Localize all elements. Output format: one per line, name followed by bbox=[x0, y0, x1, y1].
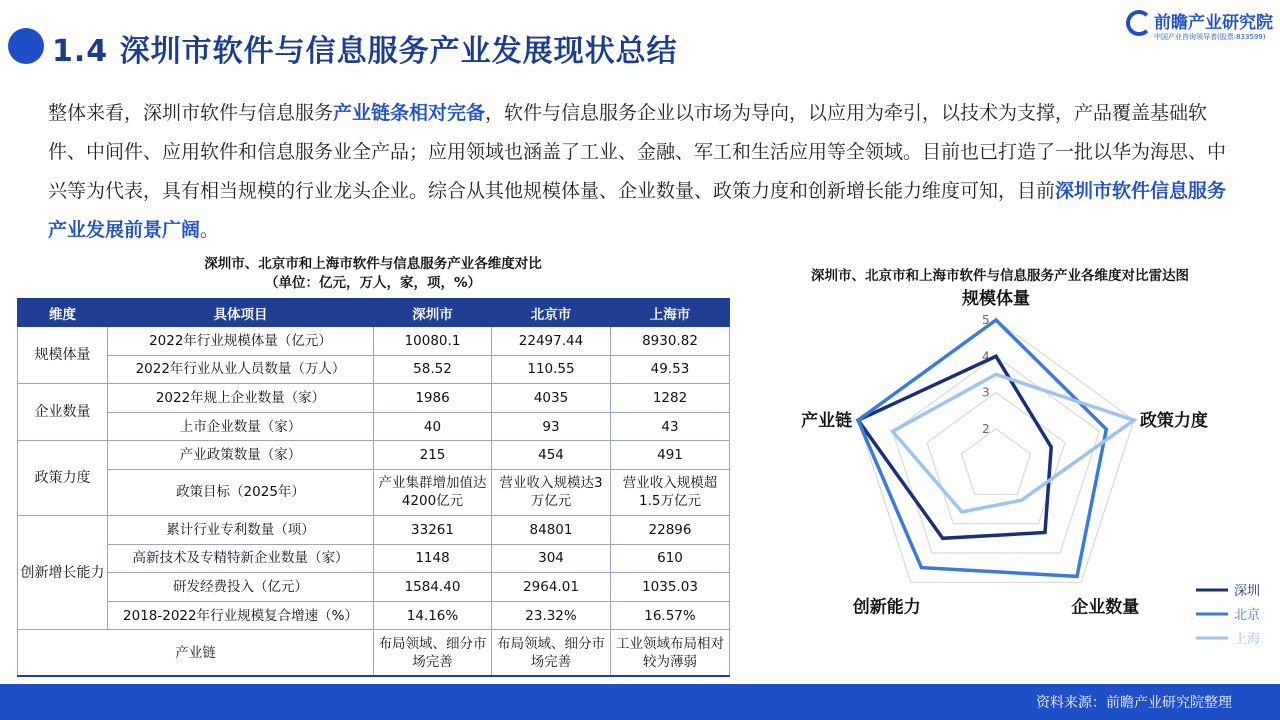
value-cell: 110.55 bbox=[492, 355, 611, 384]
value-cell: 43 bbox=[611, 412, 730, 441]
table-row bbox=[18, 515, 730, 544]
value-cell: 工业领域布局相对较为薄弱 bbox=[611, 630, 730, 676]
comparison-table bbox=[17, 298, 730, 677]
source-note: 资料来源：前瞻产业研究院整理 bbox=[1036, 695, 1232, 711]
value-cell: 49.53 bbox=[611, 355, 730, 384]
intro-text-1: 整体来看，深圳市软件与信息服务 bbox=[48, 102, 334, 124]
value-cell: 营业收入规模超1.5万亿元 bbox=[611, 469, 730, 515]
value-cell: 23.32% bbox=[492, 601, 611, 630]
item-cell: 高新技术及专精特新企业数量（家） bbox=[108, 544, 374, 573]
tick-label: 4 bbox=[982, 349, 990, 364]
value-cell: 58.52 bbox=[374, 355, 492, 384]
value-cell: 22497.44 bbox=[492, 327, 611, 356]
axis-label: 产业链 bbox=[801, 411, 853, 432]
axis-label: 企业数量 bbox=[1071, 597, 1140, 618]
value-cell: 215 bbox=[374, 441, 492, 470]
value-cell: 布局领域、细分市场完善 bbox=[492, 630, 611, 676]
header-item: 具体项目 bbox=[108, 299, 374, 327]
value-cell: 4035 bbox=[492, 384, 611, 413]
radar-series-line bbox=[893, 374, 1134, 512]
legend-label: 北京 bbox=[1234, 608, 1261, 623]
table-row bbox=[18, 355, 730, 384]
value-cell: 84801 bbox=[492, 515, 611, 544]
value-cell: 40 bbox=[374, 412, 492, 441]
value-cell: 10080.1 bbox=[374, 327, 492, 356]
brand-logo bbox=[1126, 8, 1273, 48]
intro-paragraph bbox=[48, 94, 1238, 250]
page-title: 1.4 深圳市软件与信息服务产业发展现状总结 bbox=[52, 34, 678, 69]
header-beijing: 北京市 bbox=[492, 299, 611, 327]
intro-text-3: 。 bbox=[200, 219, 220, 241]
value-cell: 1148 bbox=[374, 544, 492, 573]
intro-highlight-2: 深圳市软件信息服务产业发展前景广阔 bbox=[48, 180, 1227, 241]
item-cell: 产业链 bbox=[18, 630, 374, 676]
grid-ring bbox=[962, 429, 1031, 495]
group-cell: 创新增长能力 bbox=[18, 515, 108, 629]
value-cell: 1035.03 bbox=[611, 573, 730, 602]
item-cell: 研发经费投入（亿元） bbox=[108, 573, 374, 602]
value-cell: 454 bbox=[492, 441, 611, 470]
tick-label: 2 bbox=[982, 421, 990, 436]
value-cell: 1986 bbox=[374, 384, 492, 413]
item-cell: 2018-2022年行业规模复合增速（%） bbox=[108, 601, 374, 630]
table-row bbox=[18, 544, 730, 573]
value-cell: 93 bbox=[492, 412, 611, 441]
value-cell: 16.57% bbox=[611, 601, 730, 630]
radar-legend bbox=[1196, 584, 1260, 647]
group-cell: 企业数量 bbox=[18, 384, 108, 441]
radar-labels bbox=[801, 288, 1208, 617]
table-row bbox=[18, 384, 730, 413]
item-cell: 2022年规上企业数量（家） bbox=[108, 384, 374, 413]
legend-label: 深圳 bbox=[1234, 584, 1261, 599]
table-row bbox=[18, 573, 730, 602]
title-bullet bbox=[8, 28, 44, 64]
table-row bbox=[18, 601, 730, 630]
header-shanghai: 上海市 bbox=[611, 299, 730, 327]
value-cell: 营业收入规模达3万亿元 bbox=[492, 469, 611, 515]
value-cell: 8930.82 bbox=[611, 327, 730, 356]
axis-label: 政策力度 bbox=[1139, 411, 1208, 432]
footer-bar bbox=[0, 684, 1280, 720]
table-row bbox=[18, 441, 730, 470]
value-cell: 22896 bbox=[611, 515, 730, 544]
logo-icon bbox=[1126, 10, 1152, 36]
intro-highlight-1: 产业链条相对完备 bbox=[333, 102, 486, 124]
table-row bbox=[18, 630, 730, 676]
item-cell: 累计行业专利数量（项） bbox=[108, 515, 374, 544]
item-cell: 上市企业数量（家） bbox=[108, 412, 374, 441]
item-cell: 政策目标（2025年） bbox=[108, 469, 374, 515]
value-cell: 610 bbox=[611, 544, 730, 573]
item-cell: 2022年行业从业人员数量（万人） bbox=[108, 355, 374, 384]
axis-label: 规模体量 bbox=[962, 289, 1030, 309]
table-title bbox=[18, 255, 728, 293]
table-title-unit: （单位：亿元，万人，家，项，%） bbox=[264, 275, 482, 291]
header-dimension: 维度 bbox=[18, 299, 108, 327]
value-cell: 14.16% bbox=[374, 601, 492, 630]
value-cell: 产业集群增加值达4200亿元 bbox=[374, 469, 492, 515]
table-header-row bbox=[18, 299, 730, 327]
radar-chart bbox=[750, 290, 1270, 680]
intro-text-2: ，软件与信息服务企业以市场为导向，以应用为牵引，以技术为支撑，产品覆盖基础软件、中间件、应用软件和信息服务业全产品；应用领域也涵盖了工业、金融、军工和生活应用等全领域。目前也已打造了一批以华为海思、中兴等为代表，具有相当规模的行业龙头企业。综合从其他规模体量、企业数量、政策力度和创新增长能力维度可知，目前 bbox=[48, 102, 1227, 202]
logo-subtext: 中国产业咨询领导者(股票:833599) bbox=[1154, 33, 1266, 41]
legend-label: 上海 bbox=[1234, 632, 1261, 647]
table-row bbox=[18, 412, 730, 441]
logo-text: 前瞻产业研究院 bbox=[1154, 13, 1273, 33]
tick-label: 5 bbox=[982, 313, 990, 327]
item-cell: 产业政策数量（家） bbox=[108, 441, 374, 470]
table-row bbox=[18, 327, 730, 356]
radar-series-group bbox=[858, 320, 1134, 576]
table-title-main: 深圳市、北京市和上海市软件与信息服务产业各维度对比 bbox=[204, 256, 542, 272]
tick-label: 3 bbox=[982, 385, 990, 400]
radar-chart-title: 深圳市、北京市和上海市软件与信息服务产业各维度对比雷达图 bbox=[811, 268, 1189, 284]
value-cell: 1584.40 bbox=[374, 573, 492, 602]
table-row bbox=[18, 469, 730, 515]
value-cell: 491 bbox=[611, 441, 730, 470]
axis-label: 创新能力 bbox=[852, 597, 921, 618]
value-cell: 1282 bbox=[611, 384, 730, 413]
item-cell: 2022年行业规模体量（亿元） bbox=[108, 327, 374, 356]
value-cell: 33261 bbox=[374, 515, 492, 544]
value-cell: 2964.01 bbox=[492, 573, 611, 602]
header-shenzhen: 深圳市 bbox=[374, 299, 492, 327]
value-cell: 布局领域、细分市场完善 bbox=[374, 630, 492, 676]
value-cell: 304 bbox=[492, 544, 611, 573]
group-cell: 政策力度 bbox=[18, 441, 108, 516]
group-cell: 规模体量 bbox=[18, 327, 108, 384]
